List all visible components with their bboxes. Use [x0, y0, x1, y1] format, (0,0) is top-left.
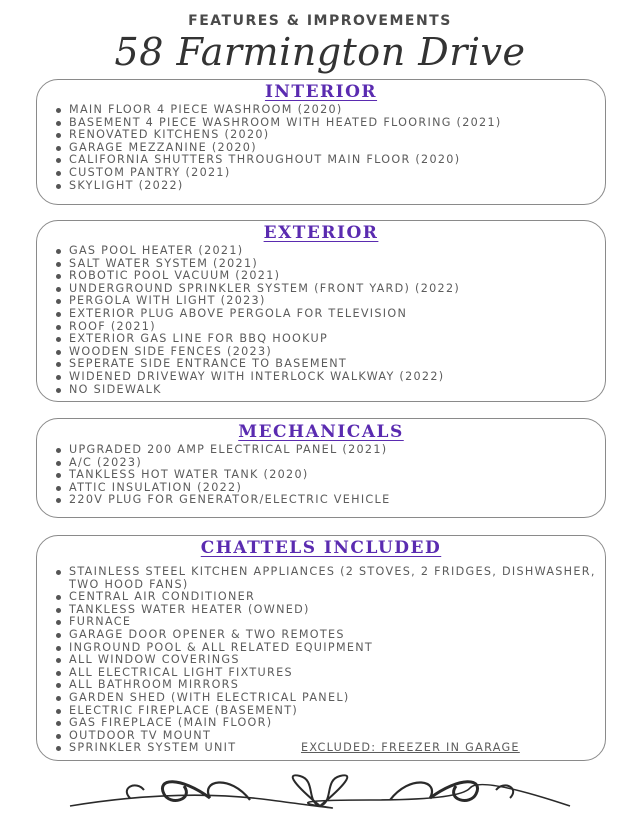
chattels-card	[36, 535, 606, 761]
list-item: OUTDOOR TV MOUNT	[69, 730, 605, 743]
list-item: A/C (2023)	[69, 457, 605, 470]
list-item: GARDEN SHED (WITH ELECTRICAL PANEL)	[69, 692, 605, 705]
list-item: CENTRAL AIR CONDITIONER	[69, 591, 605, 604]
list-item: SEPERATE SIDE ENTRANCE TO BASEMENT	[69, 358, 605, 371]
list-item: SKYLIGHT (2022)	[69, 180, 605, 193]
list-item: RENOVATED KITCHENS (2020)	[69, 129, 605, 142]
mechanicals-heading: MECHANICALS	[238, 422, 404, 442]
exterior-card	[36, 220, 606, 402]
list-item: INGROUND POOL & ALL RELATED EQUIPMENT	[69, 642, 605, 655]
list-item: GAS FIREPLACE (MAIN FLOOR)	[69, 717, 605, 730]
mechanicals-list	[37, 444, 605, 507]
list-item: FURNACE	[69, 616, 605, 629]
list-item: TANKLESS WATER HEATER (OWNED)	[69, 604, 605, 617]
list-item: SALT WATER SYSTEM (2021)	[69, 258, 605, 271]
list-item: UNDERGROUND SPRINKLER SYSTEM (FRONT YARD) (2022)	[69, 283, 605, 296]
list-item: 220V PLUG FOR GENERATOR/ELECTRIC VEHICLE	[69, 494, 605, 507]
property-address-title: 58 Farmington Drive	[114, 30, 526, 74]
list-item: GAS POOL HEATER (2021)	[69, 245, 605, 258]
chattels-list	[37, 566, 605, 755]
page-kicker: FEATURES & IMPROVEMENTS	[188, 13, 452, 29]
list-item: UPGRADED 200 AMP ELECTRICAL PANEL (2021)	[69, 444, 605, 457]
list-item: TANKLESS HOT WATER TANK (2020)	[69, 469, 605, 482]
list-item: EXTERIOR GAS LINE FOR BBQ HOOKUP	[69, 333, 605, 346]
list-item: ELECTRIC FIREPLACE (BASEMENT)	[69, 705, 605, 718]
list-item: GARAGE MEZZANINE (2020)	[69, 142, 605, 155]
list-item: ALL ELECTRICAL LIGHT FIXTURES	[69, 667, 605, 680]
list-item: CUSTOM PANTRY (2021)	[69, 167, 605, 180]
list-item: WIDENED DRIVEWAY WITH INTERLOCK WALKWAY (2022)	[69, 371, 605, 384]
list-item: WOODEN SIDE FENCES (2023)	[69, 346, 605, 359]
list-item: SPRINKLER SYSTEM UNIT	[69, 742, 605, 755]
flourish-ornament-icon	[60, 768, 580, 818]
list-item: PERGOLA WITH LIGHT (2023)	[69, 295, 605, 308]
list-item: STAINLESS STEEL KITCHEN APPLIANCES (2 STOVES, 2 FRIDGES, DISHWASHER,	[69, 566, 605, 579]
exterior-list	[37, 245, 605, 396]
list-item: ALL BATHROOM MIRRORS	[69, 679, 605, 692]
excluded-note: EXCLUDED: FREEZER IN GARAGE	[301, 741, 520, 754]
exterior-heading: EXTERIOR	[263, 223, 379, 243]
list-item: CALIFORNIA SHUTTERS THROUGHOUT MAIN FLOOR (2020)	[69, 154, 605, 167]
interior-list	[37, 104, 605, 192]
interior-heading: INTERIOR	[264, 82, 378, 102]
chattels-heading: CHATTELS INCLUDED	[200, 538, 442, 558]
list-item: EXTERIOR PLUG ABOVE PERGOLA FOR TELEVISION	[69, 308, 605, 321]
list-item: BASEMENT 4 PIECE WASHROOM WITH HEATED FLOORING (2021)	[69, 117, 605, 130]
list-item: ROBOTIC POOL VACUUM (2021)	[69, 270, 605, 283]
list-item: MAIN FLOOR 4 PIECE WASHROOM (2020)	[69, 104, 605, 117]
list-item-continuation: TWO HOOD FANS)	[69, 577, 189, 591]
interior-card	[36, 79, 606, 205]
list-item: NO SIDEWALK	[69, 384, 605, 397]
list-item: ATTIC INSULATION (2022)	[69, 482, 605, 495]
list-item: GARAGE DOOR OPENER & TWO REMOTES	[69, 629, 605, 642]
list-item: ROOF (2021)	[69, 321, 605, 334]
list-item: ALL WINDOW COVERINGS	[69, 654, 605, 667]
mechanicals-card	[36, 418, 606, 518]
